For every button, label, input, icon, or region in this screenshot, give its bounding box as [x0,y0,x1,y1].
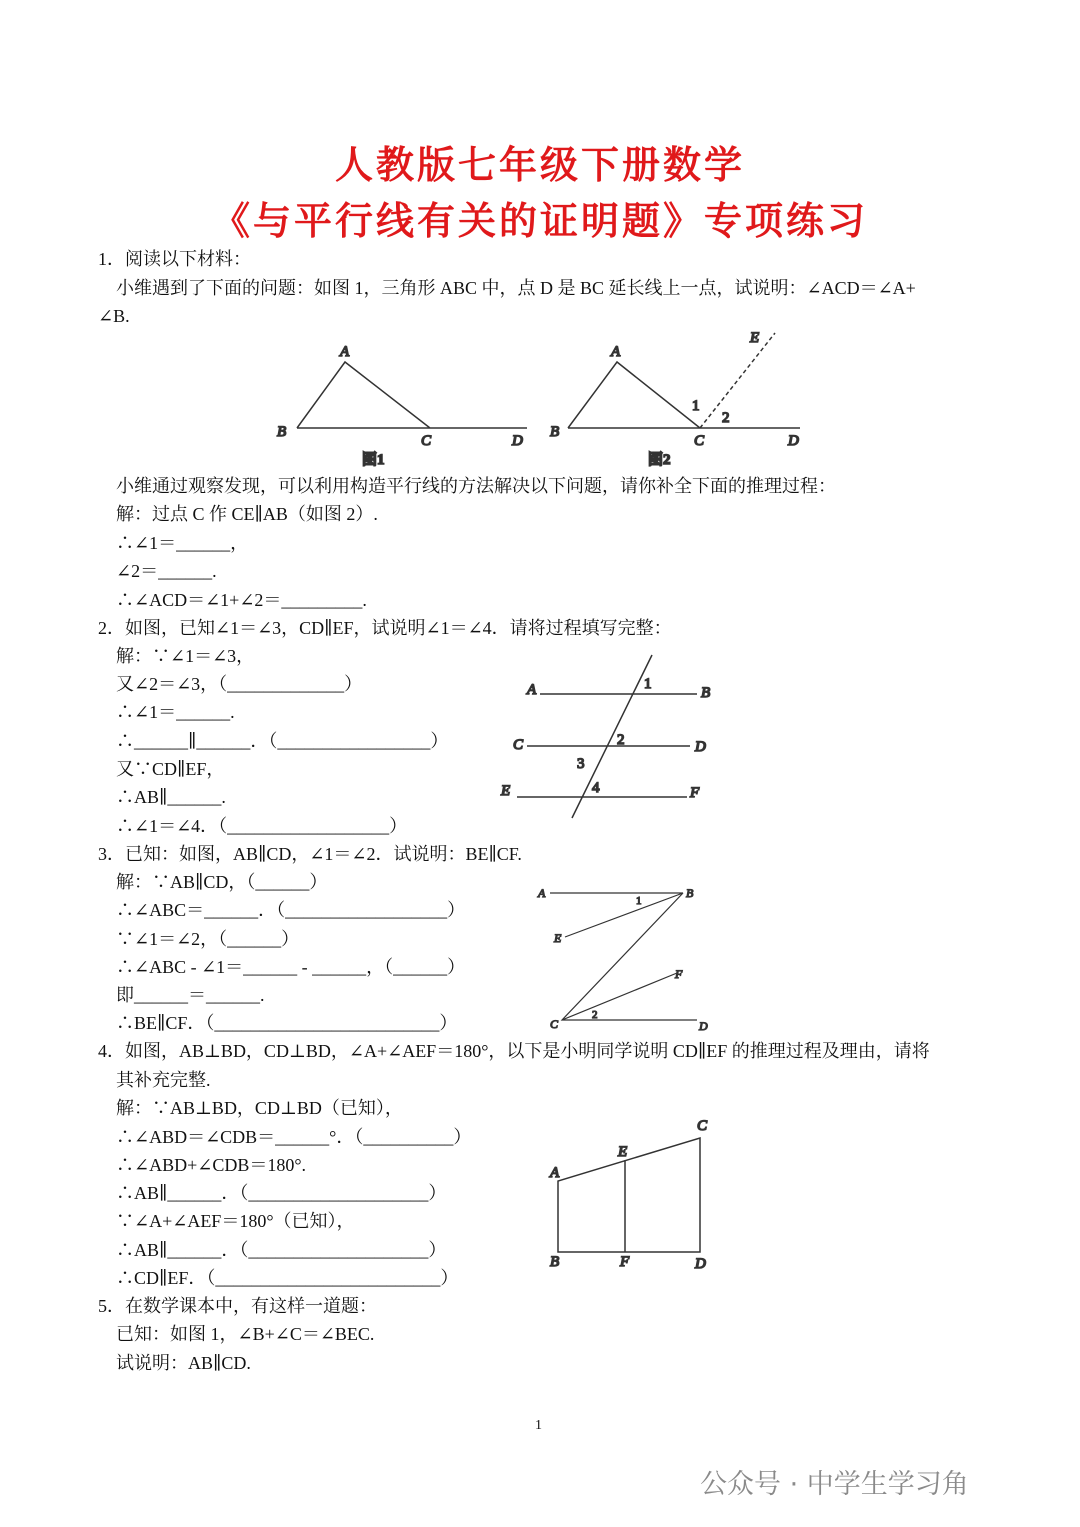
label: F [675,967,683,981]
text-line: 解：过点 C 作 CE∥AB（如图 2）. [98,504,378,524]
label: 4 [592,780,600,796]
text-line: 又∠2＝∠3，（_____________） [98,674,363,694]
figure-q2 [500,655,710,818]
label: B [277,424,287,440]
label: C [421,433,432,449]
text-line: 5．在数学课本中，有这样一道题： [98,1296,377,1316]
text-line: 4．如图，AB⊥BD，CD⊥BD，∠A+∠AEF＝180°，以下是小明同学说明 CD∥EF 的推理过程及理由，请将 [98,1041,930,1061]
label: 1 [692,398,700,414]
title-line-2: 《与平行线有关的证明题》专项练习 [211,201,868,243]
label: E [618,1144,628,1160]
title-line-1: 人教版七年级下册数学 [334,145,745,187]
text-line: 2．如图，已知∠1＝∠3，CD∥EF，试说明∠1＝∠4．请将过程填写完整： [98,618,672,638]
text-line: 其补充完整. [98,1070,211,1090]
label: D [512,433,523,449]
text-line: 3．已知：如图，AB∥CD，∠1＝∠2．试说明：BE∥CF. [98,844,522,864]
label: B [550,1254,560,1270]
label: C [697,1118,708,1134]
text-line: ∴______∥______．（_________________） [98,731,449,751]
caption: 图1 [362,452,385,468]
label: D [695,1256,706,1272]
label: 3 [577,756,585,772]
text-line: 解：∵∠1＝∠3， [98,646,255,666]
label: C [513,737,524,753]
text-line: ∵∠1＝∠2，（______） [98,929,300,949]
label: B [550,424,560,440]
label: D [699,1019,708,1033]
text-line: ∴∠ABC＝______．（__________________） [98,900,466,920]
label: A [527,682,537,698]
label: A [611,344,621,360]
text-line: 即______＝______. [98,985,265,1005]
label: 2 [722,410,730,426]
label: B [701,685,711,701]
text-line: 1．阅读以下材料： [98,249,251,269]
figure-q4 [549,1118,708,1272]
text-line: ∴AB∥______．（____________________） [98,1183,447,1203]
text-line: ∴CD∥EF．（_________________________） [98,1268,459,1288]
label: B [686,886,694,900]
text-line: ∴∠ABC - ∠1＝______ - ______，（______） [98,957,466,977]
label: 1 [644,676,652,692]
text-line: 解：∵AB∥CD，（______） [98,872,328,892]
text-line: ∠B. [98,306,130,326]
label: C [550,1017,559,1031]
label: 1 [636,895,642,907]
text-line: ∴∠ABD+∠CDB＝180°. [98,1155,307,1175]
label: F [620,1254,630,1270]
text-line: ∴∠1＝∠4．（__________________） [98,816,408,836]
caption: 图2 [648,452,671,468]
text-line: ∴∠1＝______， [98,533,249,553]
text-line: ∵∠A+∠AEF＝180°（已知）， [98,1211,355,1231]
text-line: ∴∠1＝______. [98,702,235,722]
figure-q3 [537,886,708,1033]
text-line: ∴BE∥CF．（_________________________） [98,1013,458,1033]
label: 2 [617,732,625,748]
text-line: 试说明：AB∥CD. [98,1353,251,1373]
text-line: ∠2＝______. [98,561,217,581]
label: E [750,330,760,346]
label: 2 [592,1009,598,1021]
label: A [538,886,546,900]
text-line: 小维遇到了下面的问题：如图 1，三角形 ABC 中，点 D 是 BC 延长线上一点，试说明：∠ACD＝∠A+ [98,278,916,298]
figure-1 [277,344,527,468]
label: A [550,1165,560,1181]
text-line: ∴∠ACD＝∠1+∠2＝_________. [98,590,367,610]
label: F [690,785,700,801]
text-line: ∴AB∥______．（____________________） [98,1240,447,1260]
label: A [340,344,350,360]
label: C [694,433,705,449]
figure-2 [550,330,800,468]
text-line: ∴AB∥______. [98,787,226,807]
text-line: 已知：如图 1，∠B+∠C＝∠BEC. [98,1324,375,1344]
page-number: 1 [535,1418,542,1433]
text-line: 又∵CD∥EF， [98,759,225,779]
label: D [788,433,799,449]
text-line: ∴∠ABD＝∠CDB＝______°．（__________） [98,1127,472,1147]
text-line: 小维通过观察发现，可以利用构造平行线的方法解决以下问题，请你补全下面的推理过程： [98,476,836,496]
label: D [695,739,706,755]
label: E [554,931,562,945]
label: E [501,783,511,799]
text-line: 解：∵AB⊥BD，CD⊥BD（已知）， [98,1098,403,1118]
watermark: 公众号 · 中学生学习角 [700,1469,969,1500]
